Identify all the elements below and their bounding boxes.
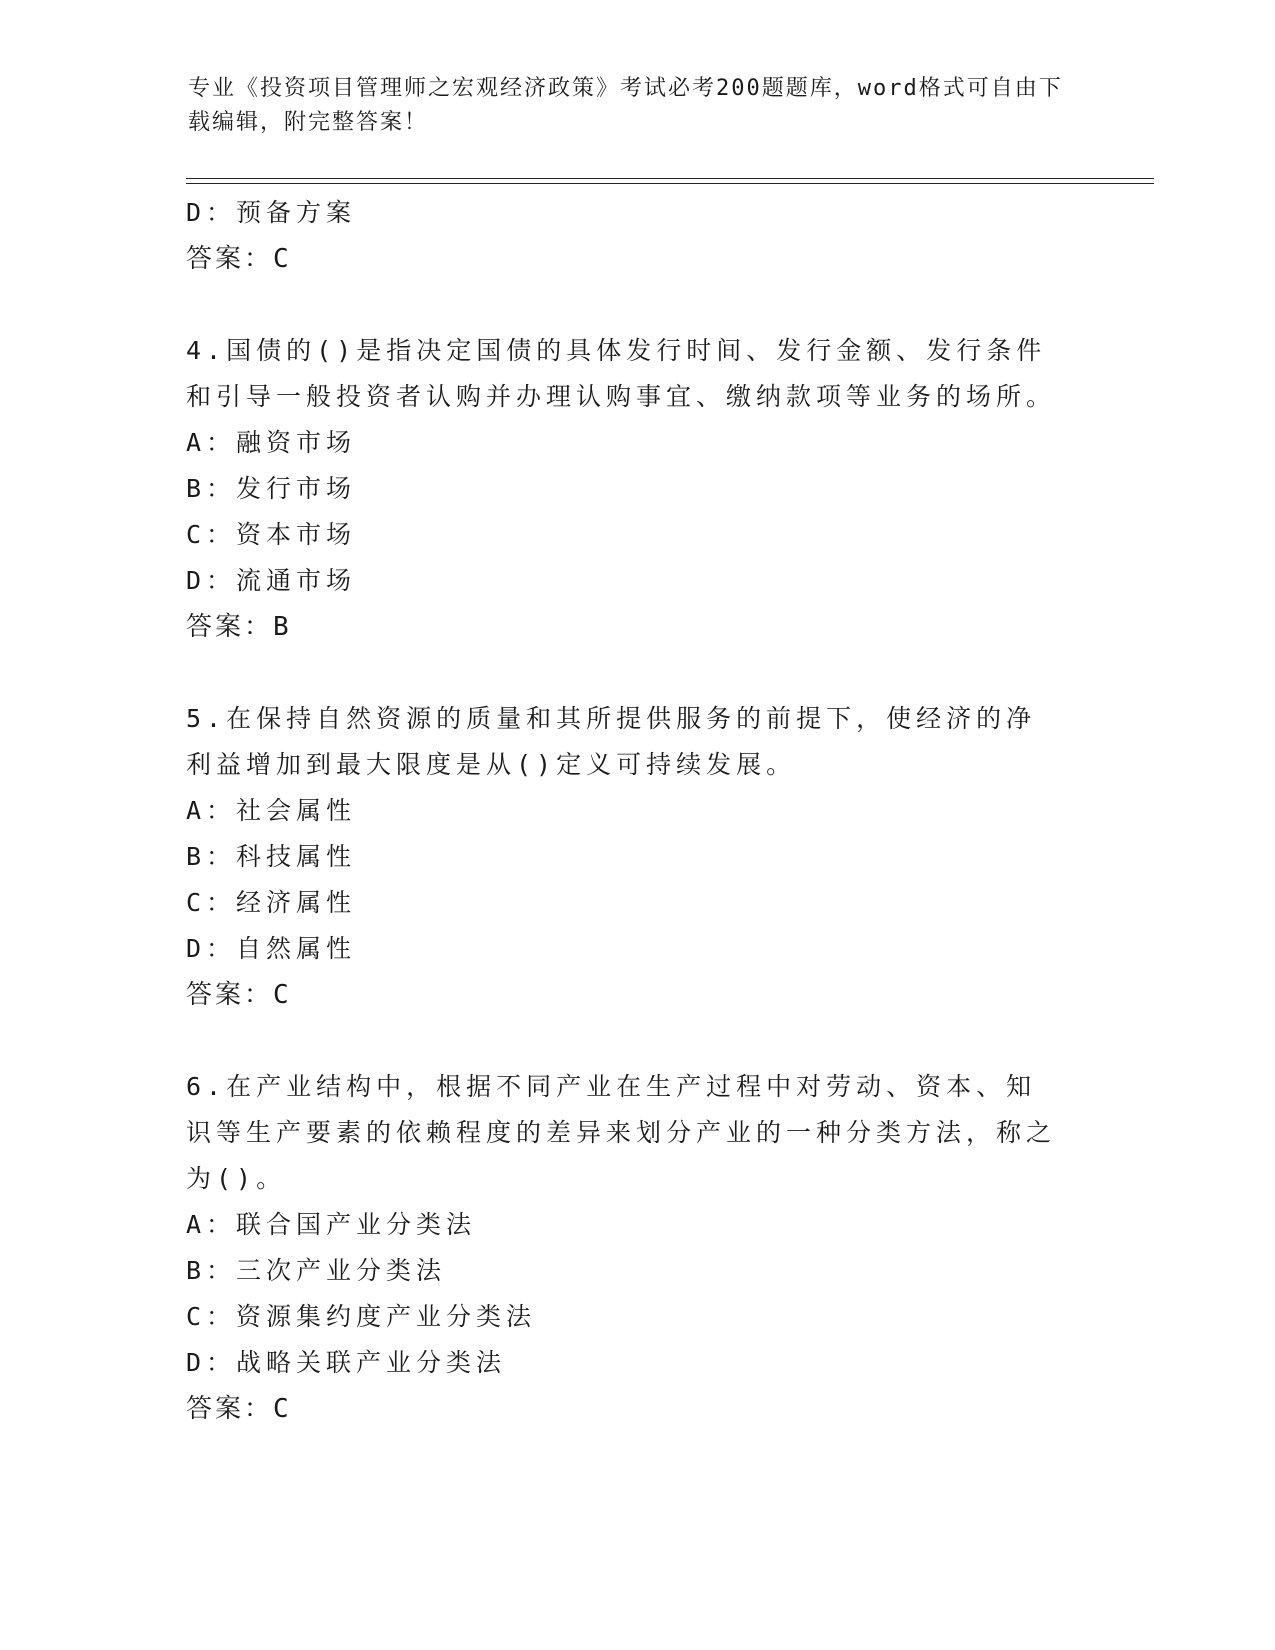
previous-question-tail bbox=[186, 190, 1086, 282]
question-stem: 4.国债的()是指决定国债的具体发行时间、发行金额、发行条件和引导一般投资者认购并办理认购事宜、缴纳款项等业务的场所。 bbox=[186, 336, 1057, 411]
option-d: D：自然属性 bbox=[186, 934, 357, 963]
spacer bbox=[186, 650, 1086, 696]
option-c: C：资源集约度产业分类法 bbox=[186, 1302, 537, 1331]
option-d: D：战略关联产业分类法 bbox=[186, 1348, 507, 1377]
spacer bbox=[186, 282, 1086, 328]
option-a: A：融资市场 bbox=[186, 428, 357, 457]
option-c: C：资本市场 bbox=[186, 520, 357, 549]
answer-line: 答案：B bbox=[186, 612, 292, 642]
answer-line: 答案：C bbox=[186, 980, 292, 1010]
header-rule-bottom bbox=[186, 183, 1154, 184]
spacer bbox=[186, 1018, 1086, 1064]
question-5 bbox=[186, 696, 1086, 1018]
page-header: 专业《投资项目管理师之宏观经济政策》考试必考200题题库，word格式可自由下载编辑，附完整答案！ bbox=[188, 76, 1063, 135]
option-b: B：发行市场 bbox=[186, 474, 357, 503]
option-d: D：预备方案 bbox=[186, 198, 357, 227]
header-rule-top bbox=[186, 178, 1154, 179]
option-b: B：科技属性 bbox=[186, 842, 357, 871]
option-c: C：经济属性 bbox=[186, 888, 357, 917]
document-body bbox=[186, 190, 1086, 1432]
option-a: A：联合国产业分类法 bbox=[186, 1210, 477, 1239]
answer-line: 答案：C bbox=[186, 1394, 292, 1424]
answer-line: 答案：C bbox=[186, 244, 292, 274]
question-6 bbox=[186, 1064, 1086, 1432]
question-4 bbox=[186, 328, 1086, 650]
option-a: A：社会属性 bbox=[186, 796, 357, 825]
option-b: B：三次产业分类法 bbox=[186, 1256, 447, 1285]
question-stem: 6.在产业结构中，根据不同产业在生产过程中对劳动、资本、知识等生产要素的依赖程度的差异来划分产业的一种分类方法，称之为()。 bbox=[186, 1072, 1057, 1193]
question-stem: 5.在保持自然资源的质量和其所提供服务的前提下，使经济的净利益增加到最大限度是从()定义可持续发展。 bbox=[186, 704, 1037, 779]
option-d: D：流通市场 bbox=[186, 566, 357, 595]
